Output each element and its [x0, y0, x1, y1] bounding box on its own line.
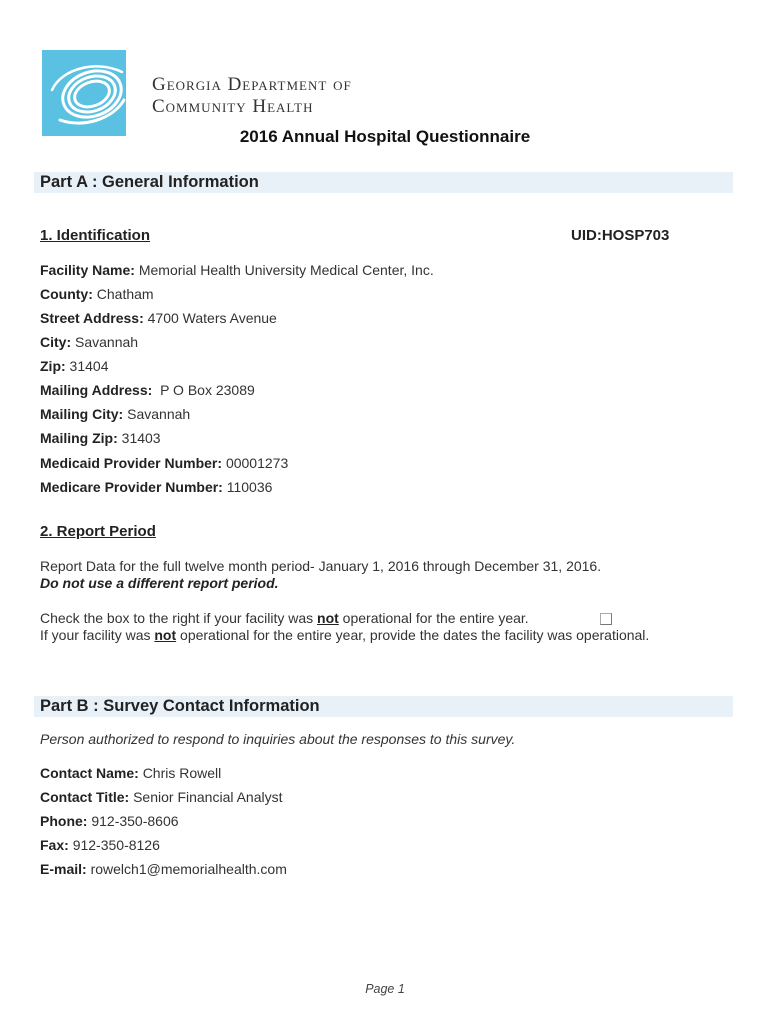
emphasis-not: not — [154, 627, 177, 643]
field-label: County: — [40, 286, 93, 302]
field-fax — [40, 837, 160, 853]
field-label: Mailing City: — [40, 406, 124, 422]
field-label: Facility Name: — [40, 262, 135, 278]
field-medicaid-provider-number — [40, 455, 288, 471]
field-value: 31403 — [121, 430, 161, 446]
field-mailing-address — [40, 382, 255, 398]
not-operational-checkbox[interactable] — [600, 613, 612, 625]
instruction-text: operational for the entire year, provide the dates the facility was operational. — [176, 627, 650, 643]
field-value: 4700 Waters Avenue — [147, 310, 277, 326]
field-email — [40, 861, 287, 877]
field-contact-title — [40, 789, 283, 805]
contact-note: Person authorized to respond to inquiries about the responses to this survey. — [40, 731, 516, 747]
page-number: Page 1 — [365, 982, 405, 996]
field-label: Mailing Address: — [40, 382, 153, 398]
field-value: 31404 — [69, 358, 109, 374]
report-period-heading: 2. Report Period — [40, 523, 156, 540]
field-label: Medicare Provider Number: — [40, 479, 223, 495]
field-city — [40, 334, 138, 350]
instruction-text: Check the box to the right if your facility was — [40, 610, 318, 626]
part-a-heading: Part A : General Information — [34, 172, 733, 193]
uid-label: UID:HOSP703 — [571, 227, 670, 244]
field-county — [40, 286, 154, 302]
document-title: 2016 Annual Hospital Questionnaire — [239, 127, 531, 146]
not-operational-instruction — [40, 610, 529, 626]
field-label: Contact Title: — [40, 789, 130, 805]
field-street-address — [40, 310, 277, 326]
field-value: P O Box 23089 — [160, 382, 255, 398]
field-label: Street Address: — [40, 310, 144, 326]
field-label: Medicaid Provider Number: — [40, 455, 223, 471]
part-b-heading: Part B : Survey Contact Information — [34, 696, 733, 717]
org-name-line-2: Community Health — [152, 96, 314, 117]
field-value: 912-350-8126 — [72, 837, 160, 853]
field-value: Savannah — [127, 406, 191, 422]
field-mailing-zip — [40, 430, 161, 446]
operational-dates-instruction — [40, 627, 649, 643]
dch-swirl-logo-icon — [42, 50, 126, 136]
field-value: Savannah — [75, 334, 139, 350]
organization-name — [152, 74, 352, 118]
field-value: Senior Financial Analyst — [133, 789, 283, 805]
field-value: 912-350-8606 — [91, 813, 179, 829]
field-label: Contact Name: — [40, 765, 139, 781]
field-label: Mailing Zip: — [40, 430, 118, 446]
field-label: E-mail: — [40, 861, 87, 877]
field-value: 110036 — [226, 479, 273, 495]
field-label: Zip: — [40, 358, 66, 374]
field-value: Chris Rowell — [142, 765, 222, 781]
field-label: Fax: — [40, 837, 69, 853]
org-name-line-1: Georgia Department of — [152, 74, 352, 95]
instruction-text: operational for the entire year. — [338, 610, 529, 626]
field-phone — [40, 813, 179, 829]
field-label: Phone: — [40, 813, 88, 829]
field-facility-name — [40, 262, 434, 278]
field-medicare-provider-number — [40, 479, 272, 495]
report-period-warning: Do not use a different report period. — [40, 575, 279, 591]
field-mailing-city — [40, 406, 190, 422]
report-period-text: Report Data for the full twelve month period- January 1, 2016 through December 31, 2016. — [40, 558, 602, 574]
field-value: 00001273 — [225, 455, 289, 471]
instruction-text: If your facility was — [40, 627, 155, 643]
emphasis-not: not — [317, 610, 339, 626]
field-value: Memorial Health University Medical Center, Inc. — [138, 262, 434, 278]
field-value: Chatham — [96, 286, 154, 302]
field-zip — [40, 358, 108, 374]
field-label: City: — [40, 334, 72, 350]
identification-heading: 1. Identification — [40, 227, 151, 244]
field-contact-name — [40, 765, 221, 781]
field-value: rowelch1@memorialhealth.com — [90, 861, 287, 877]
